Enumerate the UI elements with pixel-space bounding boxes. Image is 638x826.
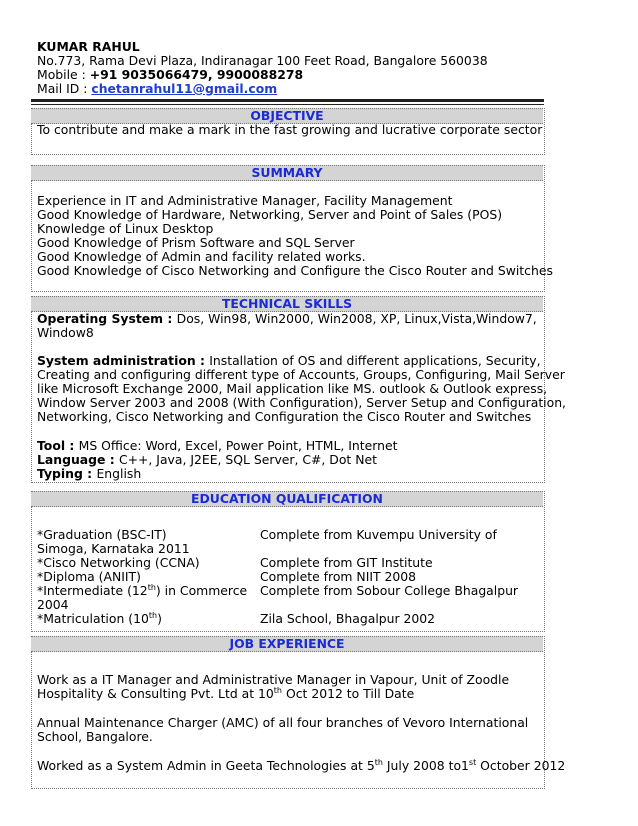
superscript: th	[273, 685, 283, 695]
mobile-label: Mobile :	[37, 67, 90, 82]
edu-diploma: *Diploma (ANIIT)	[37, 569, 141, 584]
edu-intermediate-text: ) in Commerce	[155, 583, 248, 598]
summary-item: Good Knowledge of Admin and facility related works.	[37, 249, 366, 264]
typing-line	[37, 467, 141, 481]
header-divider-thick	[31, 99, 544, 102]
objective-heading: OBJECTIVE	[31, 108, 543, 124]
sysadmin-cont: like Microsoft Exchange 2000, Mail application like MS. outlook & Outlook express,	[37, 381, 548, 396]
os-line	[37, 312, 537, 326]
job-entry-1: Work as a IT Manager and Administrative Manager in Vapour, Unit of Zoodle	[37, 672, 510, 687]
edu-graduation-cont: Simoga, Karnataka 2011	[37, 541, 190, 556]
job-text: Oct 2012 to Till Date	[282, 686, 415, 701]
language-label: Language :	[37, 452, 119, 467]
edu-intermediate	[37, 584, 247, 598]
summary-item: Experience in IT and Administrative Manager, Facility Management	[37, 193, 453, 208]
job-entry-3	[37, 759, 565, 773]
edu-graduation: *Graduation (BSC-IT)	[37, 527, 167, 542]
edu-intermediate-cont: 2004	[37, 597, 69, 612]
job-entry-2: Annual Maintenance Charger (AMC) of all four branches of Vevoro International	[37, 715, 529, 730]
summary-item: Good Knowledge of Cisco Networking and Configure the Cisco Router and Switches	[37, 263, 553, 278]
summary-item: Good Knowledge of Hardware, Networking, Server and Point of Sales (POS)	[37, 207, 503, 222]
sysadmin-cont: Window Server 2003 and 2008 (With Configuration), Server Setup and Configuration,	[37, 395, 566, 410]
superscript: st	[468, 757, 477, 767]
superscript: th	[374, 757, 383, 767]
job-text: October 2012	[476, 758, 566, 773]
edu-ccna: *Cisco Networking (CCNA)	[37, 555, 200, 570]
mobile-line	[37, 67, 557, 82]
job-entry-2-cont: School, Bangalore.	[37, 729, 153, 744]
sysadmin-cont: Networking, Cisco Networking and Configuration the Cisco Router and Switches	[37, 409, 532, 424]
technical-heading: TECHNICAL SKILLS	[31, 296, 543, 312]
candidate-name: KUMAR RAHUL	[37, 39, 140, 54]
header-divider-thin	[31, 104, 544, 105]
language-line	[37, 453, 377, 467]
summary-item: Good Knowledge of Prism Software and SQL Server	[37, 235, 355, 250]
job-text: July 2008 to1	[382, 758, 469, 773]
mail-label: Mail ID :	[37, 81, 92, 96]
job-text: Worked as a System Admin in Geeta Technologies at 5	[37, 758, 375, 773]
job-entry-1-cont	[37, 687, 414, 701]
summary-heading: SUMMARY	[31, 165, 543, 181]
email-link[interactable]: chetanrahul11@gmail.com	[91, 81, 278, 96]
tool-value: MS Office: Word, Excel, Power Point, HTML, Internet	[78, 438, 398, 453]
superscript: th	[147, 582, 156, 592]
sysadmin-label: System administration :	[37, 353, 210, 368]
sysadmin-line	[37, 354, 541, 368]
os-value: Dos, Win98, Win2000, Win2008, XP, Linux,Vista,Window7,	[176, 311, 537, 326]
summary-item: Knowledge of Linux Desktop	[37, 221, 214, 236]
edu-diploma-detail: Complete from NIIT 2008	[260, 569, 417, 584]
address: No.773, Rama Devi Plaza, Indiranagar 100 Feet Road, Bangalore 560038	[37, 53, 488, 68]
edu-matric-text: )	[157, 611, 162, 626]
job-heading: JOB EXPERIENCE	[31, 636, 543, 652]
typing-label: Typing :	[37, 466, 97, 481]
mobile-value: +91 9035066479, 9900088278	[89, 67, 304, 82]
mail-line	[37, 81, 557, 96]
education-heading: EDUCATION QUALIFICATION	[31, 491, 543, 507]
tool-label: Tool :	[37, 438, 79, 453]
edu-matriculation	[37, 612, 162, 626]
sysadmin-value: Installation of OS and different applications, Security,	[209, 353, 541, 368]
os-value-cont: Window8	[37, 325, 94, 340]
os-label: Operating System :	[37, 311, 177, 326]
edu-intermediate-text: *Intermediate (12	[37, 583, 148, 598]
edu-matriculation-detail: Zila School, Bhagalpur 2002	[260, 611, 436, 626]
sysadmin-cont: Creating and configuring different type of Accounts, Groups, Configuring, Mail Server	[37, 367, 565, 382]
tool-line	[37, 439, 397, 453]
language-value: C++, Java, J2EE, SQL Server, C#, Dot Net	[119, 452, 377, 467]
edu-matric-text: *Matriculation (10	[37, 611, 149, 626]
edu-graduation-detail: Complete from Kuvempu University of	[260, 527, 497, 542]
typing-value: English	[96, 466, 142, 481]
objective-text: To contribute and make a mark in the fast growing and lucrative corporate sector	[37, 122, 543, 137]
superscript: th	[148, 610, 158, 620]
job-text: Hospitality & Consulting Pvt. Ltd at 10	[37, 686, 274, 701]
edu-ccna-detail: Complete from GIT Institute	[260, 555, 433, 570]
edu-intermediate-detail: Complete from Sobour College Bhagalpur	[260, 583, 519, 598]
